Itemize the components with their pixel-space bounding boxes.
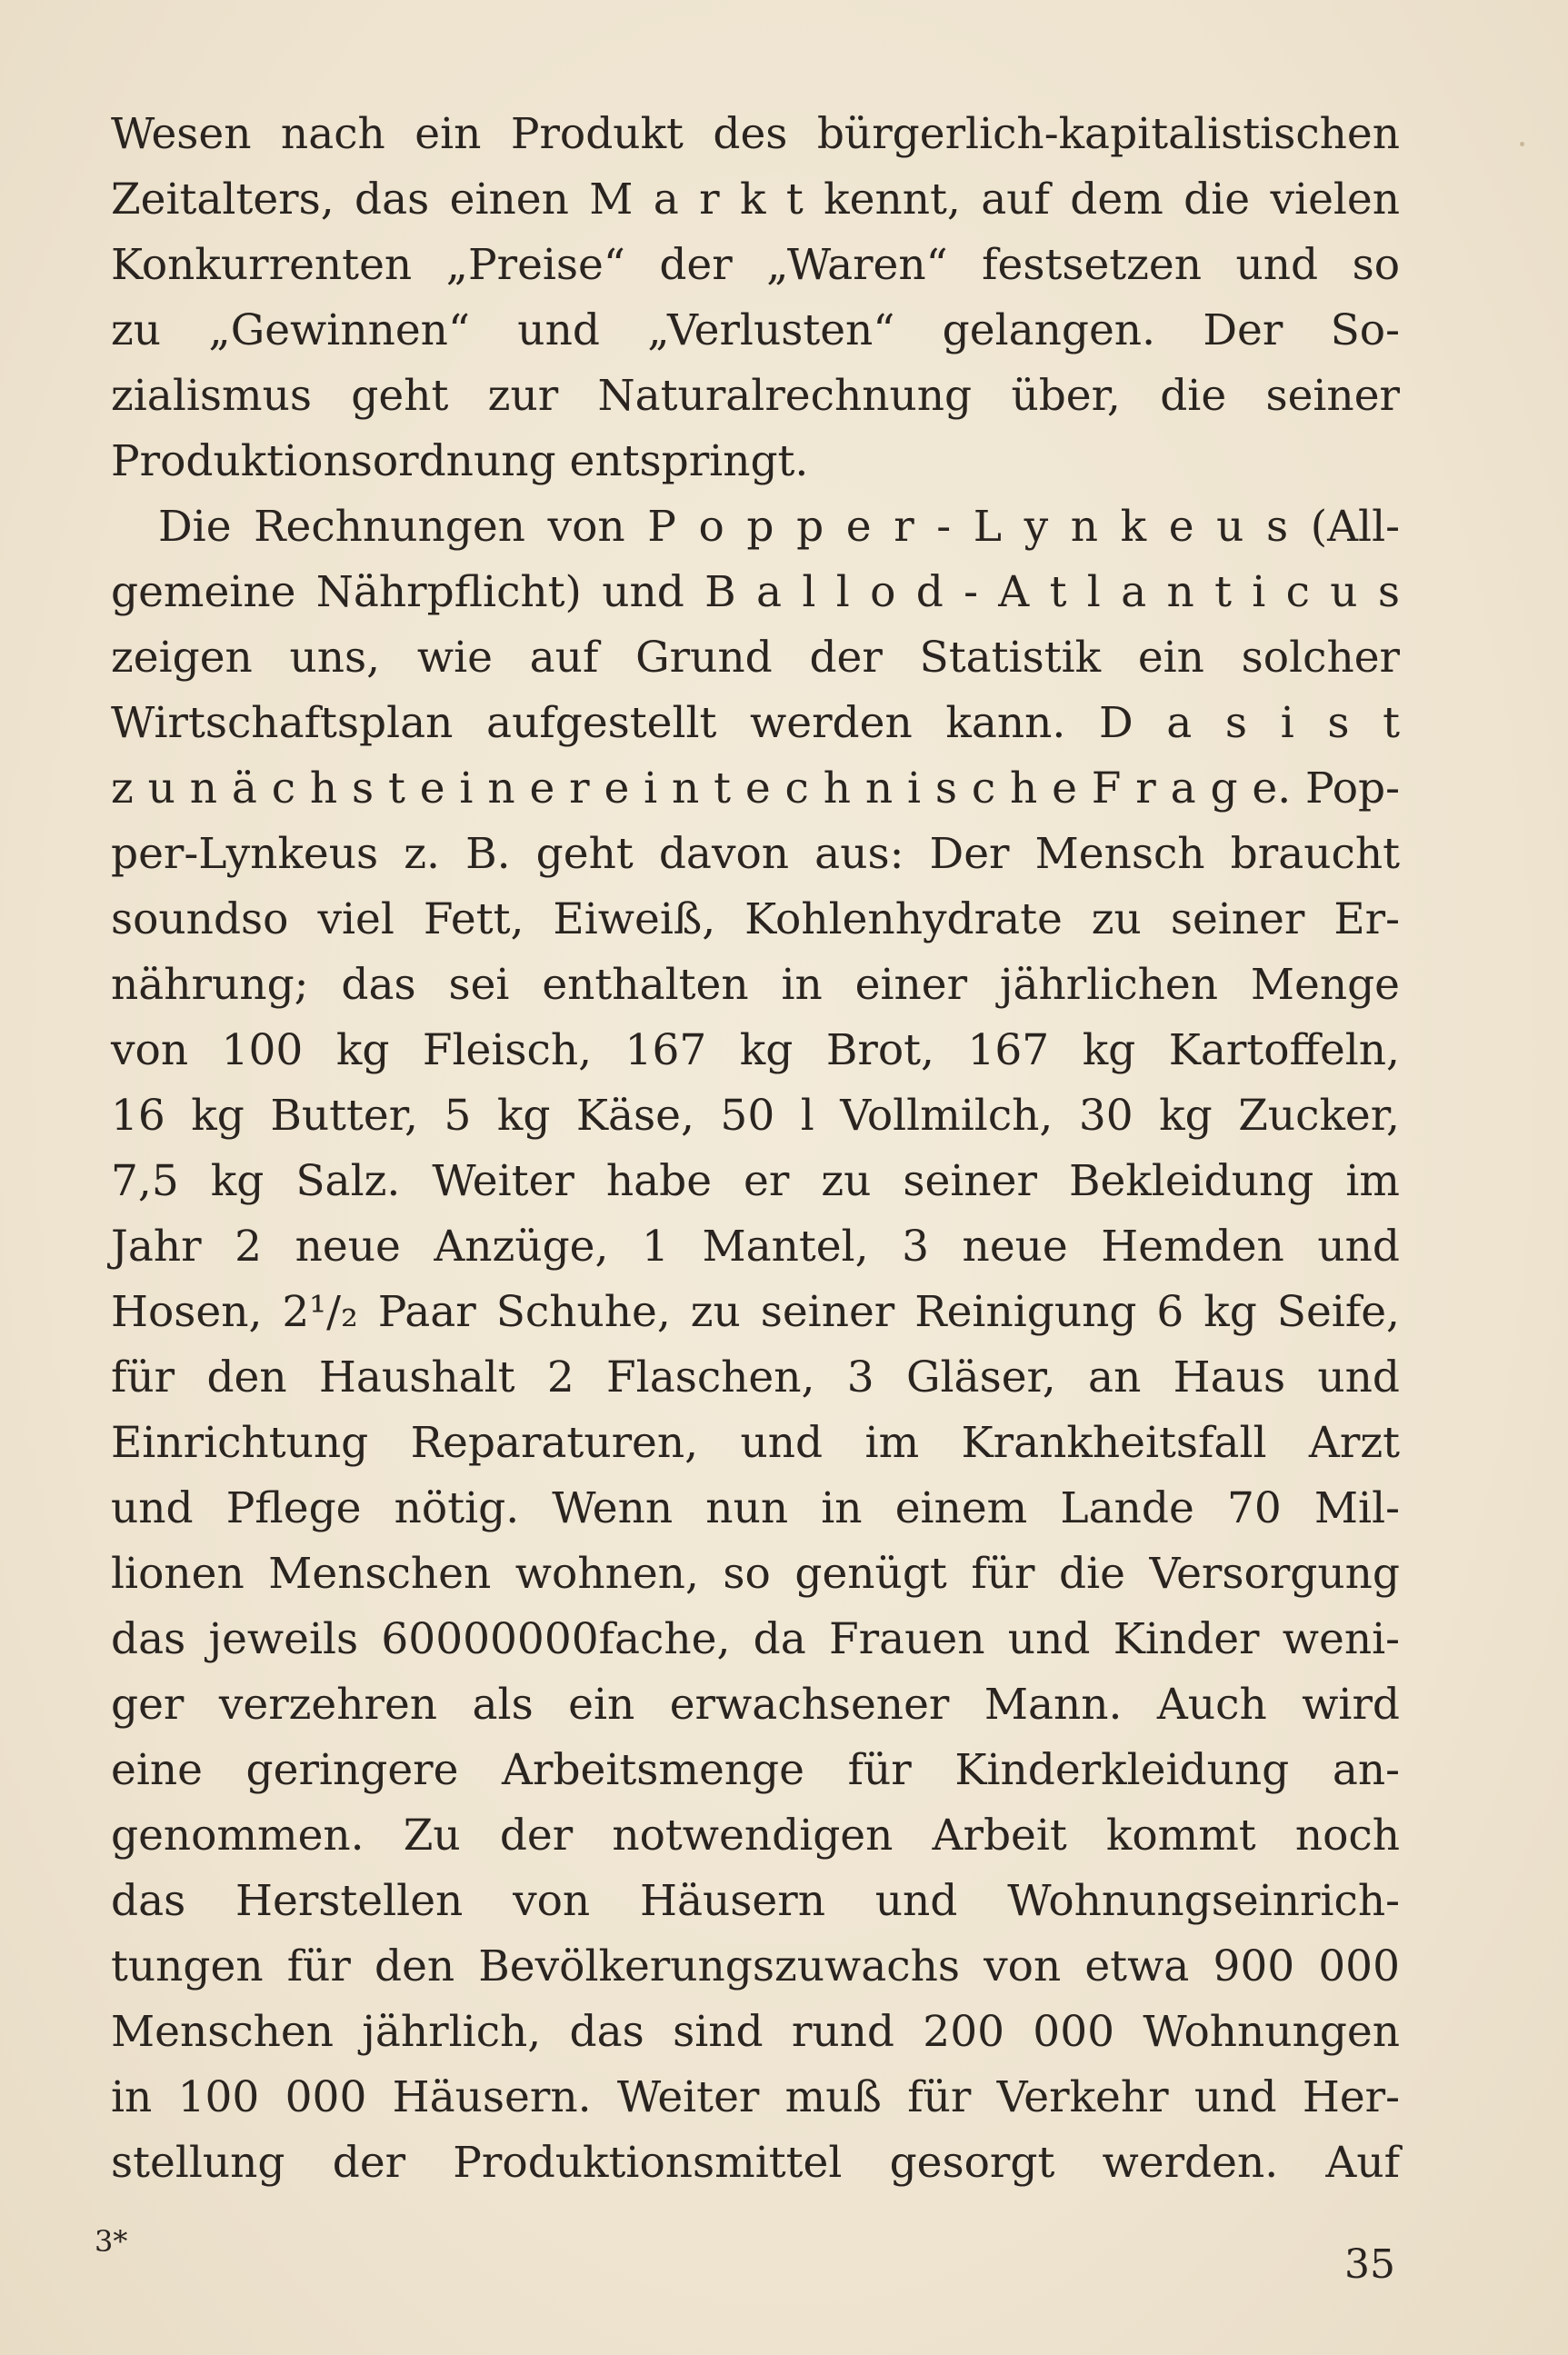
text-line: lionen Menschen wohnen, so genügt für die Versorgung: [111, 1549, 1400, 1599]
text-line: Konkurrenten „Preise“ der „Waren“ festsetzen und so: [111, 240, 1400, 290]
text-line: Hosen, 2¹/₂ Paar Schuhe, zu seiner Reinigung 6 kg Seife,: [111, 1287, 1400, 1337]
text-line: Menschen jährlich, das sind rund 200 000 Wohnungen: [111, 2007, 1400, 2057]
text-line: zu „Gewinnen“ und „Verlusten“ gelangen. Der So-: [111, 305, 1400, 355]
text-line: nährung; das sei enthalten in einer jährlichen Menge: [111, 960, 1400, 1010]
text-line: Jahr 2 neue Anzüge, 1 Mantel, 3 neue Hemden und: [111, 1222, 1400, 1272]
text-line: soundso viel Fett, Eiweiß, Kohlenhydrate zu seiner Er-: [111, 894, 1400, 944]
text-line: eine geringere Arbeitsmenge für Kinderkleidung an-: [111, 1745, 1400, 1795]
text-line: per-Lynkeus z. B. geht davon aus: Der Mensch braucht: [111, 829, 1400, 879]
text-line: das Herstellen von Häusern und Wohnungseinrich-: [111, 1876, 1400, 1926]
text-line: Wirtschaftsplan aufgestellt werden kann. D a s i s t: [111, 698, 1400, 748]
text-line: 16 kg Butter, 5 kg Käse, 50 l Vollmilch, 30 kg Zucker,: [111, 1091, 1400, 1141]
text-line: Wesen nach ein Produkt des bürgerlich-kapitalistischen: [111, 109, 1400, 159]
text-line: 7,5 kg Salz. Weiter habe er zu seiner Bekleidung im: [111, 1156, 1400, 1206]
signature-mark: 3*: [95, 2224, 128, 2259]
paper-spot: [1520, 142, 1524, 146]
text-line: von 100 kg Fleisch, 167 kg Brot, 167 kg Kartoffeln,: [111, 1025, 1400, 1075]
text-line: zialismus geht zur Naturalrechnung über, die seiner: [111, 371, 1400, 421]
text-line: tungen für den Bevölkerungszuwachs von etwa 900 000: [111, 1941, 1400, 1991]
page-number: 35: [1344, 2241, 1395, 2288]
text-line: zeigen uns, wie auf Grund der Statistik ein solcher: [111, 633, 1400, 683]
text-line: genommen. Zu der notwendigen Arbeit kommt noch: [111, 1811, 1400, 1861]
text-line: für den Haushalt 2 Flaschen, 3 Gläser, an Haus und: [111, 1352, 1400, 1402]
text-line: stellung der Produktionsmittel gesorgt werden. Auf: [111, 2138, 1400, 2188]
text-line: Einrichtung Reparaturen, und im Krankheitsfall Arzt: [111, 1418, 1400, 1468]
text-line: das jeweils 60000000fache, da Frauen und Kinder weni-: [111, 1614, 1400, 1664]
text-line: z u n ä c h s t e i n e r e i n t e c h n i s c h e F r a g e. Pop-: [111, 763, 1400, 813]
text-line: ger verzehren als ein erwachsener Mann. Auch wird: [111, 1680, 1400, 1730]
text-line: gemeine Nährpflicht) und B a l l o d - A t l a n t i c u s: [111, 567, 1400, 617]
text-line: Zeitalters, das einen M a r k t kennt, auf dem die vielen: [111, 175, 1400, 225]
text-line: und Pflege nötig. Wenn nun in einem Lande 70 Mil-: [111, 1483, 1400, 1533]
body-text: [111, 102, 1400, 2196]
text-line: Produktionsordnung entspringt.: [111, 436, 809, 486]
text-line: in 100 000 Häusern. Weiter muß für Verkehr und Her-: [111, 2072, 1400, 2122]
text-line: Die Rechnungen von P o p p e r - L y n k e u s (All-: [158, 502, 1400, 552]
